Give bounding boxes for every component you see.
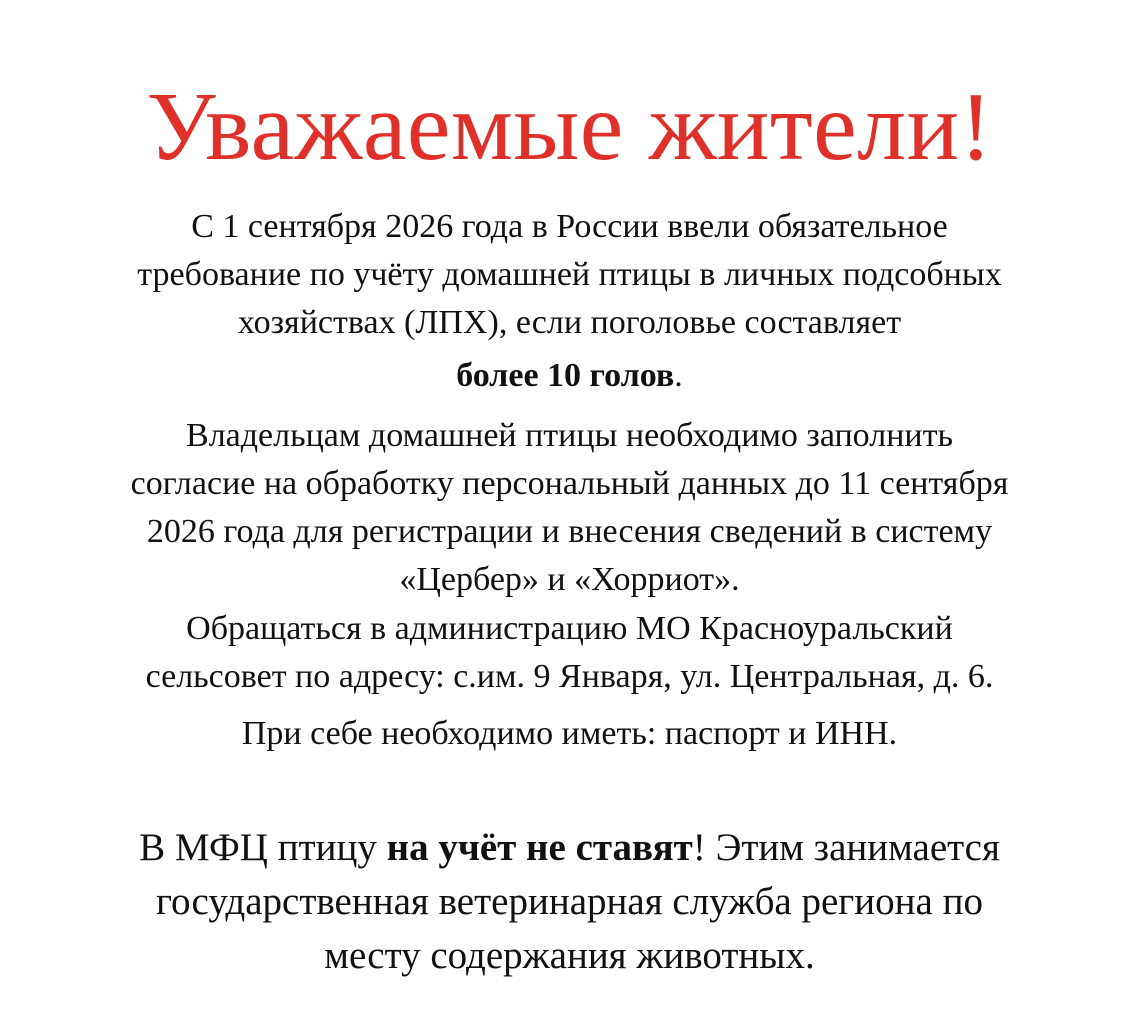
paragraph-mfc-notice: [40, 821, 1099, 983]
paragraph-threshold: [40, 352, 1099, 400]
page-title: Уважаемые жители!: [146, 73, 993, 181]
text-line: требование по учёту домашней птицы в личных подсобных: [137, 256, 1002, 293]
text-line: сельсовет по адресу: с.им. 9 Января, ул. Центральная, д. 6.: [145, 658, 994, 695]
text-line: «Цербер» и «Хорриот».: [399, 561, 740, 598]
text-line: 2026 года для регистрации и внесения сведений в систему: [146, 513, 993, 550]
text-line: хозяйствах (ЛПХ), если поголовье составляет: [237, 304, 902, 341]
paragraph-address: [40, 605, 1099, 701]
text-line: государственная ветеринарная служба региона по: [156, 880, 983, 923]
paragraph-consent: [40, 412, 1099, 604]
mfc-after: ! Этим занимается: [692, 826, 1000, 869]
text-line: Обращаться в администрацию МО Красноуральский: [186, 610, 953, 647]
paragraph-documents: [40, 710, 1099, 758]
text-line: С 1 сентября 2026 года в России ввели обязательное: [191, 208, 948, 245]
paragraph-requirement: [40, 203, 1099, 347]
threshold-period: .: [674, 357, 683, 394]
text-line: Владельцам домашней птицы необходимо заполнить: [186, 417, 953, 454]
text-line: При себе необходимо иметь: паспорт и ИНН.: [241, 715, 898, 752]
mfc-emphasis: на учёт не ставят: [386, 826, 693, 869]
threshold-emphasis: более 10 голов: [456, 357, 675, 394]
text-line: месту содержания животных.: [324, 934, 815, 977]
mfc-lead: В МФЦ птицу: [139, 826, 387, 869]
text-line: согласие на обработку персональный данных до 11 сентября: [130, 465, 1009, 502]
text-line: [40, 821, 1099, 875]
